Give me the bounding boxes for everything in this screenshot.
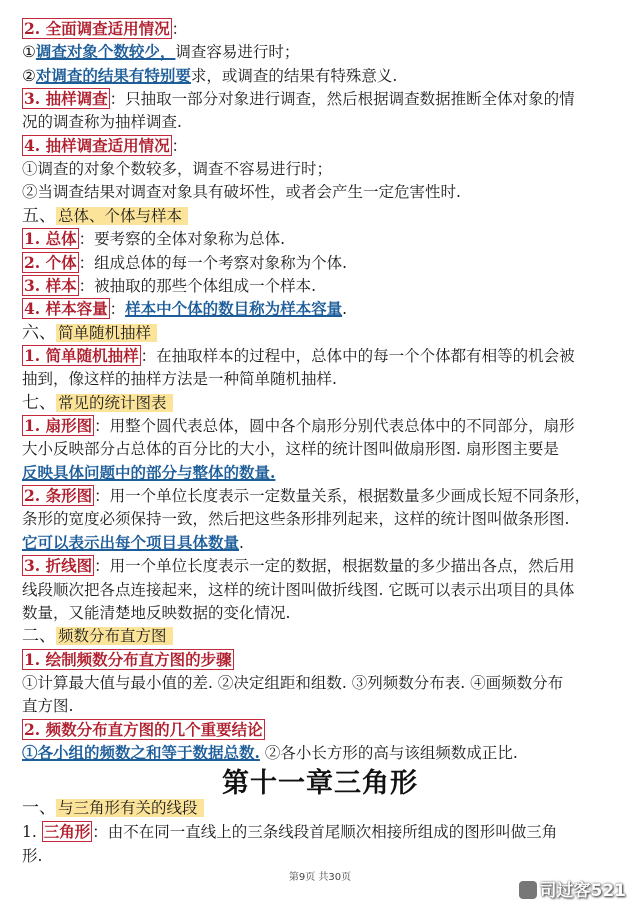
text-run: ①计算最大值与最小值的差. ②决定组距和组数. ③列频数分布表. ④画频数分布 [22, 674, 564, 692]
chapter-title: 第十一章三角形 [222, 768, 418, 799]
text-line [22, 695, 628, 717]
text-run: ：用一个单位长度表示一定的数据，根据数量的多少描出各点，然后用 [94, 557, 575, 575]
text-line [22, 275, 628, 297]
text-run: ②各小长方形的高与该组频数成正比. [259, 744, 518, 762]
text-line [22, 345, 628, 367]
text-line [22, 228, 628, 250]
text-line [22, 438, 628, 460]
text-line [22, 158, 628, 180]
key-phrase: ①各小组的频数之和等于数据总数. [22, 743, 260, 762]
term-label: 1. 绘制频数分布直方图的步骤 [24, 650, 232, 669]
text-line [22, 65, 628, 87]
text-line [22, 392, 628, 414]
text-run: ： [109, 300, 126, 318]
term-label: 3. 抽样调查 [24, 89, 108, 108]
text-run: ：被抽取的那些个体组成一个样本. [78, 277, 317, 295]
text-line [22, 797, 628, 819]
term-label: 1. 扇形图 [24, 416, 93, 435]
text-run: ：在抽取样本的过程中，总体中的每一个个体都有相等的机会被 [140, 347, 575, 365]
key-phrase: 调查对象个数较少， [35, 42, 176, 61]
text-run: . [239, 534, 244, 552]
text-run: ：要考察的全体对象称为总体. [78, 230, 286, 248]
watermark-text: 司过客521 [539, 881, 626, 901]
text-run: ：用整个圆代表总体，圆中各个扇形分别代表总体中的不同部分，扇形 [94, 417, 575, 435]
text-line [22, 485, 628, 507]
text-run: 五、 [22, 206, 56, 226]
text-line [22, 298, 628, 320]
text-line [22, 41, 628, 63]
text-run: 二、 [22, 626, 56, 646]
term-label: 4. 样本容量 [24, 299, 108, 318]
term-label: 2. 频数分布直方图的几个重要结论 [24, 720, 263, 739]
text-run: . [342, 300, 348, 318]
text-run: 况的调查称为抽样调查. [22, 113, 182, 131]
term-label: 2. 条形图 [24, 486, 93, 505]
term-label: 2. 全面调查适用情况 [24, 19, 170, 38]
term-label: 1. 简单随机抽样 [24, 346, 139, 365]
text-run: 一、 [22, 798, 56, 818]
text-line [22, 462, 628, 484]
text-line [22, 532, 628, 554]
text-run: 1. [22, 823, 42, 841]
text-run: 条形的宽度必须保持一致，然后把这些条形排列起来，这样的统计图叫做条形图. [22, 510, 570, 528]
text-line [22, 415, 628, 437]
term-label: 3. 样本 [24, 276, 77, 295]
text-line [22, 252, 628, 274]
text-run: 调查容易进行时； [175, 43, 300, 61]
section-heading: 常见的统计图表 [56, 394, 173, 412]
term-label: 3. 折线图 [24, 556, 93, 575]
term-label: 1. 总体 [24, 229, 77, 248]
text-line [22, 579, 628, 601]
term-label: 三角形 [43, 822, 91, 841]
text-line [22, 821, 628, 843]
text-run: ①调查的对象个数较多，调查不容易进行时； [22, 160, 333, 178]
section-heading: 总体、个体与样本 [56, 207, 188, 225]
text-run: ：由不在同一直线上的三条线段首尾顺次相接所组成的图形叫做三角 [92, 823, 558, 841]
text-line [22, 602, 628, 624]
text-run: ② [22, 67, 36, 85]
page-footer: 第9页 共30页 [288, 872, 352, 883]
text-run: ：组成总体的每一个考察对象称为个体. [78, 254, 348, 272]
watermark [519, 876, 627, 901]
text-line [22, 649, 628, 671]
text-line [22, 555, 628, 577]
key-phrase: 样本中个体的数目称为样本容量 [125, 299, 343, 318]
text-run: ：用一个单位长度表示一定数量关系，根据数量多少画成长短不同条形， [94, 487, 591, 505]
text-run: 七、 [22, 393, 56, 413]
text-run: 形. [22, 847, 43, 865]
text-run: 直方图. [22, 697, 74, 715]
text-run: ：只抽取一部分对象进行调查，然后根据调查数据推断全体对象的情 [109, 90, 575, 108]
text-line [22, 672, 628, 694]
text-run: ① [22, 43, 36, 61]
text-line [22, 135, 628, 157]
text-line [22, 205, 628, 227]
text-line [22, 18, 628, 40]
text-line [22, 322, 628, 344]
text-run: 线段顺次把各点连接起来，这样的统计图叫做折线图. 它既可以表示出项目的具体 [22, 581, 575, 599]
term-label: 2. 个体 [24, 253, 77, 272]
text-run: ： [171, 137, 188, 155]
text-run: 抽到，像这样的抽样方法是一种简单随机抽样. [22, 370, 337, 388]
text-line [22, 625, 628, 647]
text-line [22, 181, 628, 203]
section-heading: 简单随机抽样 [56, 324, 157, 342]
text-run: 大小反映部分占总体的百分比的大小，这样的统计图叫做扇形图. 扇形图主要是 [22, 440, 559, 458]
watermark-logo-icon [519, 881, 537, 899]
text-run: 六、 [22, 323, 56, 343]
key-phrase: 反映具体问题中的部分与整体的数量. [22, 463, 276, 482]
text-run: 数量，又能清楚地反映数据的变化情况. [22, 604, 291, 622]
term-label: 4. 抽样调查适用情况 [24, 136, 170, 155]
key-phrase: 它可以表示出每个项目具体数量 [22, 533, 240, 552]
text-line [22, 368, 628, 390]
section-heading: 与三角形有关的线段 [56, 799, 204, 817]
text-line [22, 111, 628, 133]
text-line [22, 845, 628, 867]
key-phrase: 对调查的结果有特别要 [35, 66, 191, 85]
text-line [22, 88, 628, 110]
section-heading: 频数分布直方图 [56, 627, 173, 645]
text-line [22, 508, 628, 530]
text-run: 求，或调查的结果有特殊意义. [190, 67, 398, 85]
text-line [22, 719, 628, 741]
text-run: ②当调查结果对调查对象具有破坏性，或者会产生一定危害性时. [22, 183, 461, 201]
text-run: ： [171, 20, 188, 38]
